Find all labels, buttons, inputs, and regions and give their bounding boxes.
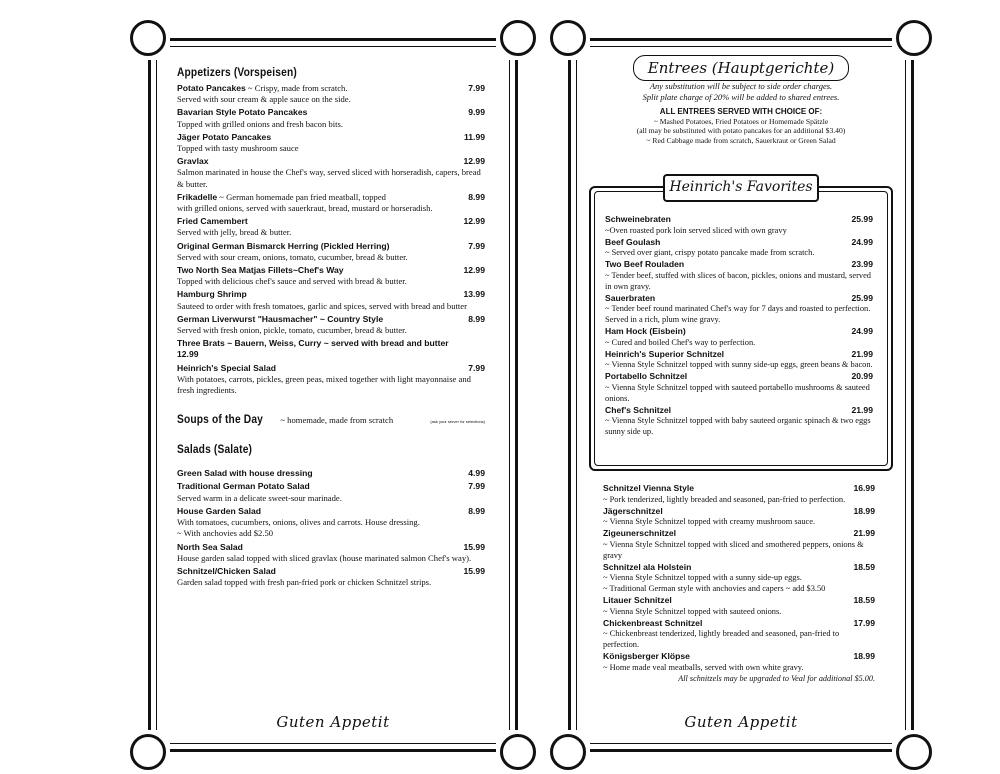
menu-item-name: Green Salad with house dressing bbox=[177, 468, 313, 479]
menu-item-header bbox=[177, 192, 485, 203]
page-corner-ornament bbox=[892, 730, 914, 752]
menu-item-name: Frikadelle bbox=[177, 191, 218, 202]
menu-item bbox=[177, 265, 485, 287]
menu-item-header bbox=[603, 562, 875, 574]
menu-item-title-line bbox=[177, 132, 271, 143]
menu-item-description: ~ Pork tenderized, lightly breaded and seasoned, pan-fried to perfection. bbox=[603, 494, 846, 504]
menu-item-description: Served with fresh onion, pickle, tomato, cucumber, bread & butter. bbox=[177, 325, 407, 336]
menu-item-price: 18.59 bbox=[853, 594, 875, 605]
menu-item-price: 7.99 bbox=[468, 481, 485, 492]
menu-item-header bbox=[605, 326, 873, 338]
menu-item-price: 21.99 bbox=[851, 404, 873, 415]
menu-item-header bbox=[177, 542, 485, 553]
salads-list bbox=[177, 468, 485, 588]
left-page-content bbox=[177, 65, 485, 590]
menu-item-price: 8.99 bbox=[468, 505, 485, 516]
menu-item-price: 13.99 bbox=[463, 289, 485, 300]
menu-item-description: Served warm in a delicate sweet-sour marinade. bbox=[177, 492, 342, 503]
menu-item bbox=[605, 237, 873, 260]
menu-item-header bbox=[177, 566, 485, 577]
menu-item-price: 17.99 bbox=[853, 617, 875, 628]
menu-item-header bbox=[177, 289, 485, 300]
menu-item-title-line bbox=[177, 566, 276, 577]
menu-item-title-line bbox=[177, 156, 209, 167]
menu-item-name: Schnitzel/Chicken Salad bbox=[177, 565, 276, 576]
favorites-list bbox=[605, 214, 873, 438]
menu-item-name: Schnitzel ala Holstein bbox=[603, 561, 692, 572]
menu-item bbox=[177, 156, 485, 190]
menu-item-title-line bbox=[177, 481, 310, 492]
menu-item-header bbox=[177, 265, 485, 276]
menu-item bbox=[605, 349, 873, 372]
menu-item-name: Portabello Schnitzel bbox=[605, 371, 688, 382]
choices-heading: ALL ENTREES SERVED WITH CHOICE OF: bbox=[659, 107, 823, 116]
entree-choices bbox=[591, 107, 891, 145]
menu-item bbox=[177, 468, 485, 479]
menu-item-name: North Sea Salad bbox=[177, 541, 243, 552]
menu-item-inline-desc: ~ Crispy, made from scratch. bbox=[245, 83, 348, 93]
menu-item-description: Garden salad topped with fresh pan-fried pork or chicken Schnitzel strips. bbox=[177, 577, 432, 588]
menu-item-description: ~ Vienna Style Schnitzel topped with a sunny side-up eggs. ~ Traditional German style with anchovies and capers ~ add $3.50 bbox=[603, 573, 826, 594]
menu-item-title-line bbox=[177, 314, 383, 325]
menu-item-price: 25.99 bbox=[851, 292, 873, 303]
menu-item bbox=[177, 566, 485, 588]
menu-item-description: ~ Vienna Style Schnitzel topped with sunny side-up eggs, green beans & bacon. bbox=[605, 360, 873, 370]
menu-item-description: ~ Vienna Style Schnitzel topped with sauteed portabello mushrooms & sauteed onions. bbox=[605, 382, 870, 403]
menu-item-title-line bbox=[605, 293, 655, 305]
menu-item-name: Königsberger Klöpse bbox=[603, 650, 690, 661]
menu-item bbox=[177, 506, 485, 540]
menu-item-description: Topped with tasty mushroom sauce bbox=[177, 143, 299, 154]
appetizers-list bbox=[177, 83, 485, 396]
menu-item-description: ~ Chickenbreast tenderized, lightly breaded and seasoned, pan-fried to perfection. bbox=[603, 629, 840, 650]
menu-item-title-line bbox=[177, 83, 347, 94]
menu-item-header bbox=[605, 237, 873, 249]
veal-upgrade-note: All schnitzels may be upgraded to Veal for additional $5.00. bbox=[678, 673, 875, 683]
menu-item-price: 8.99 bbox=[468, 313, 485, 324]
menu-item bbox=[177, 216, 485, 238]
menu-item-title-line bbox=[177, 107, 307, 118]
menu-item-price: 7.99 bbox=[468, 362, 485, 373]
menu-item-title-line bbox=[605, 259, 684, 271]
menu-item-description: ~Oven roasted pork loin served sliced with own gravy bbox=[605, 225, 787, 235]
soups-note: (ask your server for selections) bbox=[430, 419, 485, 425]
menu-item-header bbox=[603, 595, 875, 607]
choice-line: ~ Mashed Potatoes, Fried Potatoes or Homemade Spätzle bbox=[653, 116, 829, 126]
menu-item-header bbox=[605, 214, 873, 226]
signature-guten-appetit: Guten Appetit bbox=[276, 713, 390, 731]
right-menu-page bbox=[568, 38, 914, 752]
menu-item-name: Two North Sea Matjas Fillets~Chef's Way bbox=[177, 265, 344, 276]
menu-item-title-line bbox=[603, 651, 690, 663]
menu-item-title-line bbox=[177, 542, 243, 553]
menu-item bbox=[605, 214, 873, 237]
menu-item-price: 24.99 bbox=[851, 325, 873, 336]
menu-item-description: Served with jelly, bread & butter. bbox=[177, 227, 292, 238]
menu-item-header bbox=[605, 405, 873, 417]
menu-item-description: With tomatoes, cucumbers, onions, olives and carrots. House dressing. ~ With anchovies add $2.50 bbox=[177, 517, 420, 539]
menu-item-price: 18.59 bbox=[853, 561, 875, 572]
menu-item-title-line bbox=[177, 289, 247, 300]
menu-item-header bbox=[177, 83, 485, 94]
menu-item-price: 16.99 bbox=[853, 483, 875, 493]
page-corner-ornament bbox=[148, 38, 170, 60]
menu-item-name: Heinrich's Superior Schnitzel bbox=[605, 348, 725, 359]
menu-item-header bbox=[177, 216, 485, 227]
menu-item-name: Schweinebraten bbox=[605, 214, 671, 224]
menu-item-name: Gravlax bbox=[177, 156, 209, 167]
menu-item-header bbox=[177, 314, 485, 325]
menu-item-description: With potatoes, carrots, pickles, green peas, mixed together with light mayonnaise and fresh ingredients. bbox=[177, 373, 471, 396]
menu-item-name: Ham Hock (Eisbein) bbox=[605, 325, 686, 336]
menu-item-title-line bbox=[177, 338, 449, 349]
menu-item-description: Served with sour cream, onions, tomato, cucumber, bread & butter. bbox=[177, 251, 408, 262]
menu-item bbox=[603, 483, 875, 506]
menu-item-price: 24.99 bbox=[851, 236, 873, 247]
soups-title: Soups of the Day bbox=[177, 412, 264, 427]
page-corner-ornament bbox=[568, 38, 590, 60]
signature-guten-appetit: Guten Appetit bbox=[684, 713, 798, 731]
menu-item-title-line bbox=[603, 618, 702, 630]
page-corner-ornament bbox=[892, 38, 914, 60]
menu-item-name: Jägerschnitzel bbox=[603, 505, 663, 516]
menu-item-name: Original German Bismarck Herring (Pickled Herring) bbox=[177, 240, 390, 251]
menu-item-description: ~ Vienna Style Schnitzel topped with baby sauteed organic spinach & two eggs sunny side up. bbox=[605, 416, 871, 437]
menu-item bbox=[603, 528, 875, 561]
menu-item bbox=[177, 83, 485, 105]
page-corner-ornament bbox=[496, 730, 518, 752]
appetizers-title: Appetizers (Vorspeisen) bbox=[177, 65, 297, 79]
menu-item-price: 18.99 bbox=[853, 650, 875, 661]
menu-item-header bbox=[177, 363, 485, 374]
menu-item-price: 4.99 bbox=[468, 468, 485, 479]
menu-item-title-line bbox=[605, 326, 686, 338]
menu-item-price: 20.99 bbox=[851, 371, 873, 382]
menu-item-title-line bbox=[603, 506, 663, 518]
schnitzel-list bbox=[603, 483, 875, 674]
menu-item bbox=[603, 651, 875, 674]
entrees-intro bbox=[591, 81, 891, 102]
menu-item-header bbox=[177, 481, 485, 492]
heinrichs-favorites-box bbox=[589, 179, 893, 471]
menu-item bbox=[605, 371, 873, 404]
menu-item-description: 12.99 bbox=[177, 349, 199, 360]
menu-item-price: 12.99 bbox=[463, 265, 485, 276]
menu-item-header bbox=[603, 506, 875, 518]
menu-item-header bbox=[603, 618, 875, 630]
menu-item-description: ~ Home made veal meatballs, served with own white gravy. bbox=[603, 662, 804, 672]
menu-item-inline-desc: ~ German homemade pan fried meatball, topped bbox=[217, 191, 386, 202]
menu-item-title-line bbox=[603, 595, 672, 607]
menu-item-price: 12.99 bbox=[463, 216, 485, 227]
menu-item-description: ~ Tender beef, stuffed with slices of bacon, pickles, onions and mustard, served in own gravy. bbox=[605, 270, 871, 291]
menu-item-title-line bbox=[177, 192, 386, 203]
menu-item-header bbox=[605, 349, 873, 361]
menu-item-description: ~ Vienna Style Schnitzel topped with creamy mushroom sauce. bbox=[603, 517, 816, 527]
split-plate-note: Split plate charge of 20% will be added to shared entrees. bbox=[642, 91, 840, 102]
menu-item bbox=[605, 326, 873, 349]
menu-item-price: 25.99 bbox=[851, 214, 873, 224]
menu-item bbox=[177, 338, 485, 360]
menu-item-title-line bbox=[177, 216, 248, 227]
menu-item-title-line bbox=[605, 349, 724, 361]
menu-item bbox=[605, 259, 873, 292]
menu-item-name: Zigeunerschnitzel bbox=[603, 528, 677, 539]
page-corner-ornament bbox=[148, 730, 170, 752]
menu-item-price: 21.99 bbox=[851, 348, 873, 359]
menu-item-description: Served with sour cream & apple sauce on the side. bbox=[177, 94, 351, 105]
menu-item-description: Topped with delicious chef's sauce and served with bread & butter. bbox=[177, 276, 407, 287]
menu-item-header bbox=[603, 651, 875, 663]
menu-item-title-line bbox=[177, 265, 344, 276]
menu-item-header bbox=[605, 293, 873, 305]
menu-item-description: ~ Vienna Style Schnitzel topped with sauteed onions. bbox=[603, 606, 782, 616]
menu-item bbox=[177, 481, 485, 503]
menu-item bbox=[177, 314, 485, 336]
menu-item-title-line bbox=[603, 562, 691, 574]
menu-item-title-line bbox=[177, 363, 276, 374]
menu-item bbox=[605, 405, 873, 438]
menu-item bbox=[177, 132, 485, 154]
menu-item-price: 9.99 bbox=[468, 107, 485, 118]
menu-item-price: 21.99 bbox=[853, 528, 875, 539]
menu-item bbox=[603, 506, 875, 529]
menu-item bbox=[605, 293, 873, 326]
menu-item bbox=[177, 542, 485, 564]
menu-item-name: Potato Pancakes bbox=[177, 83, 246, 93]
menu-item-title-line bbox=[177, 241, 390, 252]
menu-item-header bbox=[177, 241, 485, 252]
menu-item-name: Sauerbraten bbox=[605, 292, 656, 303]
menu-item-header bbox=[177, 338, 485, 349]
substitution-note: Any substitution will be subject to side order charges. bbox=[649, 81, 833, 91]
menu-item bbox=[603, 595, 875, 618]
menu-item-name: Fried Camembert bbox=[177, 216, 248, 227]
favorites-title: Heinrich's Favorites bbox=[663, 174, 819, 202]
menu-item-description: ~ Tender beef round marinated Chef's way for 7 days and roasted to perfection. Served in a rich, plum wine gravy. bbox=[605, 304, 871, 325]
menu-item-header bbox=[177, 468, 485, 479]
salads-title: Salads (Salate) bbox=[177, 442, 253, 457]
menu-item bbox=[177, 289, 485, 311]
menu-item-title-line bbox=[603, 528, 676, 540]
menu-item-price: 8.99 bbox=[468, 191, 485, 202]
menu-item-description: Topped with grilled onions and fresh bacon bits. bbox=[177, 118, 343, 129]
menu-item-price: 15.99 bbox=[463, 565, 485, 576]
left-menu-page bbox=[148, 38, 518, 752]
menu-item bbox=[603, 618, 875, 651]
entrees-title: Entrees (Hauptgerichte) bbox=[633, 55, 849, 81]
menu-item-price: 18.99 bbox=[853, 505, 875, 516]
menu-item-name: Two Beef Rouladen bbox=[605, 259, 685, 270]
menu-item-title-line bbox=[603, 483, 694, 495]
menu-item-price: 7.99 bbox=[468, 240, 485, 251]
menu-item-title-line bbox=[177, 506, 261, 517]
page-corner-ornament bbox=[496, 38, 518, 60]
menu-item-title-line bbox=[605, 214, 671, 226]
menu-item-name: Chickenbreast Schnitzel bbox=[603, 617, 703, 628]
menu-item-header bbox=[177, 156, 485, 167]
menu-item-title-line bbox=[177, 468, 313, 479]
menu-item-description: ~ Vienna Style Schnitzel topped with sliced and smothered peppers, onions & gravy bbox=[603, 539, 864, 560]
menu-item bbox=[177, 241, 485, 263]
menu-item-name: Chef's Schnitzel bbox=[605, 404, 672, 415]
menu-item-name: House Garden Salad bbox=[177, 505, 262, 516]
menu-item bbox=[177, 192, 485, 214]
menu-item-name: Bavarian Style Potato Pancakes bbox=[177, 107, 308, 118]
schnitzel-section bbox=[603, 483, 875, 683]
menu-item-description: ~ Cured and boiled Chef's way to perfection. bbox=[605, 337, 756, 347]
menu-item bbox=[603, 562, 875, 595]
menu-item-price: 23.99 bbox=[851, 259, 873, 270]
menu-item-name: Litauer Schnitzel bbox=[603, 594, 672, 605]
menu-item-name: Schnitzel Vienna Style bbox=[603, 483, 695, 493]
menu-item-header bbox=[177, 132, 485, 143]
menu-item-description: House garden salad topped with sliced gravlax (house marinated salmon Chef's way). bbox=[177, 552, 472, 563]
menu-item-name: German Liverwurst "Hausmacher" ~ Country Style bbox=[177, 313, 384, 324]
menu-item-name: Hamburg Shrimp bbox=[177, 289, 247, 300]
menu-item-name: Beef Goulash bbox=[605, 236, 661, 247]
menu-item-header bbox=[605, 371, 873, 383]
menu-item-name: Three Brats ~ Bauern, Weiss, Curry ~ served with bread and butter bbox=[177, 338, 449, 349]
menu-item-description: with grilled onions, served with sauerkraut, bread, mustard or horseradish. bbox=[177, 203, 433, 214]
menu-item-header bbox=[603, 528, 875, 540]
menu-item-price: 11.99 bbox=[463, 131, 485, 142]
menu-item-title-line bbox=[605, 405, 671, 417]
menu-item-description: ~ Served over giant, crispy potato pancake made from scratch. bbox=[605, 248, 815, 258]
menu-item-price: 15.99 bbox=[463, 541, 485, 552]
menu-item-header bbox=[603, 483, 875, 495]
menu-item-header bbox=[605, 259, 873, 271]
menu-item bbox=[177, 107, 485, 129]
soups-description: ~ homemade, made from scratch bbox=[278, 415, 394, 426]
menu-item-title-line bbox=[605, 371, 687, 383]
choice-line: (all may be substituted with potato pancakes for an additional $3.40) bbox=[636, 126, 846, 135]
menu-item-price: 12.99 bbox=[463, 156, 485, 167]
menu-item-name: Traditional German Potato Salad bbox=[177, 481, 310, 492]
menu-item-header bbox=[177, 506, 485, 517]
soups-section bbox=[177, 410, 485, 428]
menu-item-description: Salmon marinated in house the Chef's way, served sliced with horseradish, capers, bread & butter. bbox=[177, 167, 481, 189]
menu-item-title-line bbox=[605, 237, 660, 249]
menu-item-price: 7.99 bbox=[468, 83, 485, 93]
menu-item-name: Jäger Potato Pancakes bbox=[177, 131, 272, 142]
menu-item-name: Heinrich's Special Salad bbox=[177, 362, 277, 373]
page-corner-ornament bbox=[568, 730, 590, 752]
menu-item-header bbox=[177, 107, 485, 118]
menu-item bbox=[177, 363, 485, 397]
menu-item-description: Sauteed to order with fresh tomatoes, garlic and spices, served with bread and butter bbox=[177, 300, 467, 311]
choice-line: ~ Red Cabbage made from scratch, Sauerkraut or Green Salad bbox=[646, 135, 836, 145]
